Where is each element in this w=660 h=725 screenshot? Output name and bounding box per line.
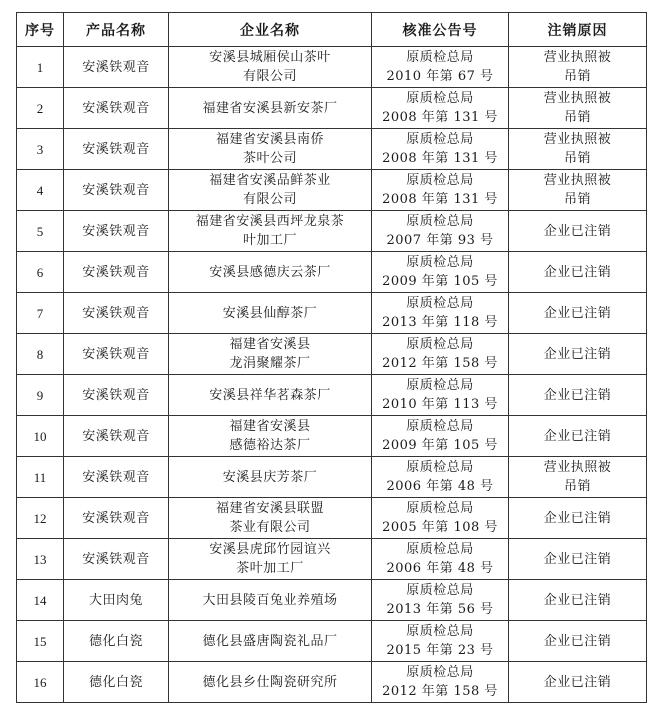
company-line: 有限公司: [242, 192, 297, 207]
cell-seq: 11: [17, 457, 64, 498]
company-line: 大田县陵百兔业养殖场: [202, 592, 338, 608]
company-line: 德化县盛唐陶瓷礼品厂: [202, 633, 338, 649]
cell-company: [169, 47, 372, 88]
cell-product: 安溪铁观音: [64, 375, 169, 416]
cell-notice: [372, 334, 509, 375]
company-line: 茶叶加工厂: [236, 561, 304, 576]
company-line: 德化县乡仕陶瓷研究所: [202, 674, 338, 690]
cell-company: [169, 252, 372, 293]
cell-reason: [509, 252, 647, 293]
table-row: [17, 129, 647, 170]
cell-notice: [372, 580, 509, 621]
reason-line: 企业已注销: [543, 264, 612, 280]
cell-company: [169, 170, 372, 211]
company-line: 安溪县城厢侯山茶叶: [209, 50, 331, 65]
cell-product: 安溪铁观音: [64, 539, 169, 580]
cell-product: 安溪铁观音: [64, 498, 169, 539]
header-notice: 核准公告号: [372, 13, 509, 47]
cell-reason: [509, 498, 647, 539]
notice-line: 2006 年第 48 号: [386, 561, 494, 576]
cell-seq: 1: [17, 47, 64, 88]
company-line: 安溪县仙醇茶厂: [222, 305, 318, 321]
cell-reason: [509, 88, 647, 129]
table-row: [17, 170, 647, 211]
cell-reason: [509, 334, 647, 375]
company-line: 龙涓聚耀茶厂: [229, 356, 311, 371]
table-row: [17, 293, 647, 334]
reason-line: 营业执照被: [543, 91, 612, 106]
notice-line: 2008 年第 131 号: [382, 151, 498, 166]
notice-line: 原质检总局: [406, 214, 474, 229]
cell-seq: 5: [17, 211, 64, 252]
cell-notice: [372, 662, 509, 703]
company-line: 福建省安溪县西坪龙泉茶: [195, 214, 345, 229]
notice-line: 原质检总局: [406, 50, 474, 65]
company-line: 茶业有限公司: [229, 520, 311, 535]
notice-line: 原质检总局: [406, 583, 474, 598]
table-row: [17, 621, 647, 662]
reason-line: 企业已注销: [543, 346, 612, 362]
cell-company: [169, 457, 372, 498]
cell-seq: 12: [17, 498, 64, 539]
company-line: 感德裕达茶厂: [229, 438, 311, 453]
cell-notice: [372, 416, 509, 457]
cell-seq: 9: [17, 375, 64, 416]
notice-line: 原质检总局: [406, 419, 474, 434]
reason-line: 企业已注销: [543, 223, 612, 239]
cell-product: 安溪铁观音: [64, 416, 169, 457]
cell-notice: [372, 47, 509, 88]
notice-line: 原质检总局: [406, 378, 474, 393]
table-row: [17, 211, 647, 252]
reason-line: 企业已注销: [543, 510, 612, 526]
cell-notice: [372, 498, 509, 539]
reason-line: 企业已注销: [543, 387, 612, 403]
notice-line: 原质检总局: [406, 173, 474, 188]
header-row: [17, 13, 647, 47]
cell-reason: [509, 580, 647, 621]
cell-company: [169, 498, 372, 539]
company-line: 叶加工厂: [242, 233, 297, 248]
company-line: 福建省安溪县南侨: [215, 132, 324, 147]
company-line: 安溪县祥华茗森茶厂: [209, 387, 331, 403]
table-body: [17, 47, 647, 703]
reason-line: 吊销: [563, 151, 591, 166]
reason-line: 吊销: [563, 69, 591, 84]
cell-notice: [372, 293, 509, 334]
cell-product: 德化白瓷: [64, 662, 169, 703]
table-row: [17, 416, 647, 457]
notice-line: 原质检总局: [406, 296, 474, 311]
reason-line: 吊销: [563, 192, 591, 207]
header-reason: 注销原因: [509, 13, 647, 47]
cell-product: 安溪铁观音: [64, 129, 169, 170]
notice-line: 原质检总局: [406, 665, 474, 680]
reason-line: 企业已注销: [543, 633, 612, 649]
reason-line: 吊销: [563, 479, 591, 494]
cell-reason: [509, 539, 647, 580]
table-row: [17, 88, 647, 129]
company-line: 安溪县虎邱竹园谊兴: [209, 542, 331, 557]
cell-product: 安溪铁观音: [64, 293, 169, 334]
company-line: 安溪县感德庆云茶厂: [209, 264, 331, 280]
table-row: [17, 498, 647, 539]
cell-seq: 14: [17, 580, 64, 621]
notice-line: 2010 年第 67 号: [386, 69, 494, 84]
reason-line: 企业已注销: [543, 592, 612, 608]
notice-line: 原质检总局: [406, 337, 474, 352]
cancellation-table: [16, 12, 647, 703]
notice-line: 原质检总局: [406, 132, 474, 147]
reason-line: 吊销: [563, 110, 591, 125]
notice-line: 原质检总局: [406, 255, 474, 270]
cell-product: 安溪铁观音: [64, 88, 169, 129]
cell-company: [169, 88, 372, 129]
notice-line: 2005 年第 108 号: [382, 520, 498, 535]
cell-product: 安溪铁观音: [64, 334, 169, 375]
reason-line: 企业已注销: [543, 305, 612, 321]
reason-line: 企业已注销: [543, 551, 612, 567]
notice-line: 2008 年第 131 号: [382, 110, 498, 125]
cell-seq: 8: [17, 334, 64, 375]
cell-product: 安溪铁观音: [64, 47, 169, 88]
notice-line: 原质检总局: [406, 624, 474, 639]
cell-reason: [509, 621, 647, 662]
company-line: 茶叶公司: [242, 151, 297, 166]
table-row: [17, 662, 647, 703]
cell-seq: 2: [17, 88, 64, 129]
cell-reason: [509, 47, 647, 88]
table-row: [17, 539, 647, 580]
cell-reason: [509, 170, 647, 211]
cell-seq: 16: [17, 662, 64, 703]
notice-line: 原质检总局: [406, 91, 474, 106]
header-product: 产品名称: [64, 13, 169, 47]
cell-company: [169, 662, 372, 703]
company-line: 福建省安溪县: [229, 419, 311, 434]
cell-seq: 3: [17, 129, 64, 170]
cell-reason: [509, 457, 647, 498]
cell-seq: 13: [17, 539, 64, 580]
table-row: [17, 375, 647, 416]
notice-line: 2007 年第 93 号: [386, 233, 494, 248]
cell-seq: 6: [17, 252, 64, 293]
table-row: [17, 252, 647, 293]
reason-line: 营业执照被: [543, 173, 612, 188]
notice-line: 2008 年第 131 号: [382, 192, 498, 207]
company-line: 福建省安溪县新安茶厂: [202, 100, 338, 116]
company-line: 有限公司: [242, 69, 297, 84]
table-row: [17, 334, 647, 375]
cell-reason: [509, 129, 647, 170]
cell-notice: [372, 621, 509, 662]
cell-notice: [372, 252, 509, 293]
cell-product: 安溪铁观音: [64, 252, 169, 293]
reason-line: 企业已注销: [543, 674, 612, 690]
cell-reason: [509, 293, 647, 334]
cell-reason: [509, 211, 647, 252]
company-line: 福建省安溪品鲜茶业: [209, 173, 331, 188]
cell-product: 安溪铁观音: [64, 211, 169, 252]
notice-line: 2009 年第 105 号: [382, 438, 498, 453]
table-header: [17, 13, 647, 47]
cell-company: [169, 334, 372, 375]
cell-seq: 10: [17, 416, 64, 457]
cell-notice: [372, 375, 509, 416]
cell-notice: [372, 539, 509, 580]
cell-seq: 7: [17, 293, 64, 334]
cell-reason: [509, 416, 647, 457]
notice-line: 原质检总局: [406, 501, 474, 516]
cell-seq: 4: [17, 170, 64, 211]
notice-line: 原质检总局: [406, 460, 474, 475]
reason-line: 营业执照被: [543, 460, 612, 475]
cell-notice: [372, 129, 509, 170]
cell-product: 安溪铁观音: [64, 170, 169, 211]
cell-product: 德化白瓷: [64, 621, 169, 662]
notice-line: 2015 年第 23 号: [386, 643, 494, 658]
cell-company: [169, 539, 372, 580]
notice-line: 2012 年第 158 号: [382, 684, 498, 699]
notice-line: 2006 年第 48 号: [386, 479, 494, 494]
notice-line: 原质检总局: [406, 542, 474, 557]
cell-notice: [372, 170, 509, 211]
header-company: 企业名称: [169, 13, 372, 47]
notice-line: 2013 年第 56 号: [386, 602, 494, 617]
cell-seq: 15: [17, 621, 64, 662]
cell-notice: [372, 457, 509, 498]
cell-company: [169, 375, 372, 416]
header-seq: 序号: [17, 13, 64, 47]
cell-company: [169, 211, 372, 252]
notice-line: 2009 年第 105 号: [382, 274, 498, 289]
notice-line: 2013 年第 118 号: [382, 315, 498, 330]
cell-product: 大田肉兔: [64, 580, 169, 621]
reason-line: 企业已注销: [543, 428, 612, 444]
cell-product: 安溪铁观音: [64, 457, 169, 498]
cell-notice: [372, 211, 509, 252]
cell-company: [169, 416, 372, 457]
table-row: [17, 47, 647, 88]
reason-line: 营业执照被: [543, 132, 612, 147]
cell-reason: [509, 375, 647, 416]
reason-line: 营业执照被: [543, 50, 612, 65]
cell-notice: [372, 88, 509, 129]
notice-line: 2012 年第 158 号: [382, 356, 498, 371]
cell-company: [169, 621, 372, 662]
notice-line: 2010 年第 113 号: [382, 397, 498, 412]
company-line: 福建省安溪县: [229, 337, 311, 352]
cell-company: [169, 293, 372, 334]
cell-reason: [509, 662, 647, 703]
company-line: 福建省安溪县联盟: [215, 501, 324, 516]
table-row: [17, 457, 647, 498]
cell-company: [169, 129, 372, 170]
cell-company: [169, 580, 372, 621]
company-line: 安溪县庆芳茶厂: [222, 469, 318, 485]
table-row: [17, 580, 647, 621]
